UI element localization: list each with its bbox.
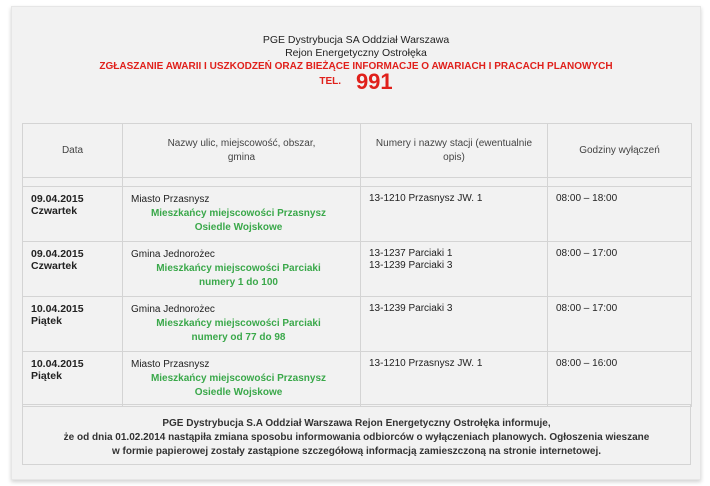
date-cell (23, 297, 123, 352)
station-cell (361, 187, 548, 242)
hours-cell: 08:00 – 18:00 (548, 187, 692, 242)
row-detail: Mieszkańcy miejscowości Przasnysz (150, 208, 327, 219)
date-cell (23, 242, 123, 297)
area-cell (123, 297, 361, 352)
row-date: 10.04.2015 (31, 358, 84, 370)
station-cell (361, 297, 548, 352)
row-detail-sub: numery od 77 do 98 (191, 332, 286, 343)
row-date: 09.04.2015 (31, 248, 84, 260)
area-cell (123, 187, 361, 242)
date-cell (23, 352, 123, 407)
column-header-area: Nazwy ulic, miejscowość, obszar, gmina (123, 124, 361, 178)
table-row (23, 297, 692, 352)
row-detail-sub: Osiedle Wojskowe (194, 222, 283, 233)
row-area: Gmina Jednorożec (131, 249, 215, 260)
footer-line-1: PGE Dystrybucja S.A Oddział Warszawa Rejon Energetyczny Ostrołęka informuje, (162, 418, 551, 429)
row-station-2: 13-1239 Parciaki 3 (369, 260, 453, 271)
column-header-date: Data (23, 124, 123, 178)
row-day: Czwartek (31, 260, 78, 272)
notice-headline: ZGŁASZANIE AWARII I USZKODZEŃ ORAZ BIEŻĄCE INFORMACJE O AWARIACH I PRACACH PLANOWYCH (99, 61, 613, 72)
area-cell (123, 352, 361, 407)
row-station: 13-1210 Przasnysz JW. 1 (369, 193, 483, 204)
region-name: Rejon Energetyczny Ostrołęka (285, 47, 427, 59)
tel-label: TEL. (319, 76, 342, 87)
row-date: 10.04.2015 (31, 303, 84, 315)
row-station: 13-1210 Przasnysz JW. 1 (369, 358, 483, 369)
row-area: Gmina Jednorożec (131, 304, 215, 315)
footer-line-3: w formie papierowej zostały zastąpione szczegółową informacją zamieszczoną na stronie internetowej. (111, 446, 602, 457)
row-day: Piątek (31, 370, 62, 382)
hours-cell: 08:00 – 17:00 (548, 297, 692, 352)
row-detail-sub: Osiedle Wojskowe (194, 387, 283, 398)
notice-panel (11, 6, 701, 480)
table-header-row (23, 124, 692, 178)
row-day: Czwartek (31, 205, 78, 217)
table-row (23, 187, 692, 242)
hours-cell: 08:00 – 16:00 (548, 352, 692, 407)
date-cell (23, 187, 123, 242)
station-cell (361, 352, 548, 407)
row-station: 13-1239 Parciaki 3 (369, 303, 453, 314)
phone-line (22, 69, 690, 94)
footer-notice (22, 404, 691, 465)
row-area: Miasto Przasnysz (131, 194, 210, 205)
row-station: 13-1237 Parciaki 1 (369, 248, 453, 259)
table-spacer-row (23, 178, 692, 187)
column-header-stations: Numery i nazwy stacji (ewentualnie opis) (361, 124, 548, 178)
tel-number: 991 (355, 69, 393, 94)
row-detail: Mieszkańcy miejscowości Parciaki (156, 318, 321, 329)
station-cell (361, 242, 548, 297)
footer-line-2: że od dnia 01.02.2014 nastąpiła zmiana sposobu informowania odbiorców o wyłączeniach planowych. Ogłoszenia wieszane (63, 432, 650, 443)
row-date: 09.04.2015 (31, 193, 84, 205)
table-row (23, 352, 692, 407)
row-detail-sub: numery 1 do 100 (199, 277, 278, 288)
hours-cell: 08:00 – 17:00 (548, 242, 692, 297)
area-cell (123, 242, 361, 297)
row-area: Miasto Przasnysz (131, 359, 210, 370)
column-header-hours: Godziny wyłączeń (548, 124, 692, 178)
row-day: Piątek (31, 315, 62, 327)
row-detail: Mieszkańcy miejscowości Parciaki (156, 263, 321, 274)
row-detail: Mieszkańcy miejscowości Przasnysz (150, 373, 327, 384)
outage-table (22, 123, 692, 407)
table-row (23, 242, 692, 297)
company-name: PGE Dystrybucja SA Oddział Warszawa (262, 34, 450, 46)
notice-header (22, 19, 690, 123)
